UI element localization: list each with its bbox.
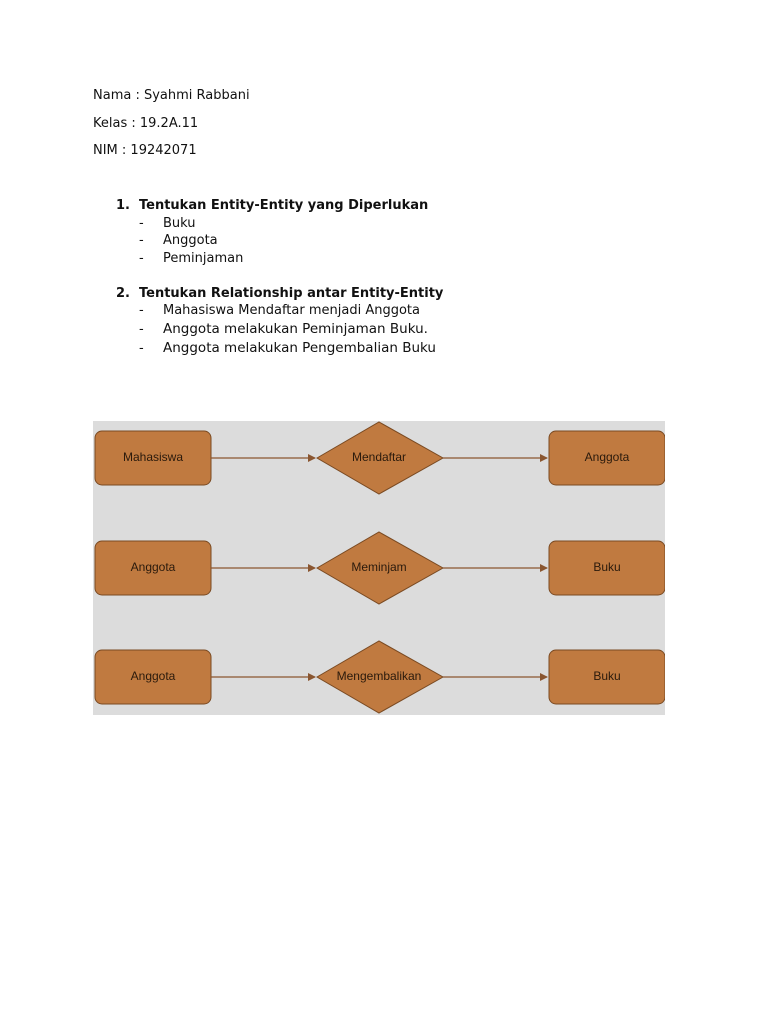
question-1-item: Anggota <box>163 233 218 248</box>
question-1-title: Tentukan Entity-Entity yang Diperlukan <box>139 198 429 213</box>
question-2-item: Mahasiswa Mendaftar menjadi Anggota <box>163 303 420 318</box>
question-2-bullet: - <box>139 303 144 318</box>
question-2-item: Anggota melakukan Pengembalian Buku <box>163 340 436 356</box>
relationship-label: Mendaftar <box>351 450 407 465</box>
er-row <box>95 422 665 494</box>
question-2-item: Anggota melakukan Peminjaman Buku. <box>163 321 428 337</box>
entity-label: Anggota <box>130 560 176 575</box>
question-2-number: 2. <box>116 286 130 301</box>
relationship-label: Mengembalikan <box>336 669 422 684</box>
question-2-bullet: - <box>139 322 144 337</box>
question-1-bullet: - <box>139 251 144 266</box>
question-1-number: 1. <box>116 198 130 213</box>
question-1-bullet: - <box>139 233 144 248</box>
entity-label: Mahasiswa <box>122 450 184 465</box>
question-1-bullet: - <box>139 216 144 231</box>
question-2-bullet: - <box>139 341 144 356</box>
er-diagram <box>93 421 665 715</box>
student-nim: NIM : 19242071 <box>93 143 197 158</box>
er-diagram-canvas <box>93 421 665 715</box>
student-class: Kelas : 19.2A.11 <box>93 116 199 131</box>
er-row <box>95 532 665 604</box>
relationship-label: Meminjam <box>351 560 407 575</box>
student-name: Nama : Syahmi Rabbani <box>93 88 250 103</box>
question-1-item: Peminjaman <box>163 251 244 266</box>
er-row <box>95 641 665 713</box>
question-2-title: Tentukan Relationship antar Entity-Entity <box>139 286 444 301</box>
entity-label: Anggota <box>584 450 630 465</box>
question-1-item: Buku <box>163 216 196 231</box>
entity-label: Buku <box>593 560 621 575</box>
entity-label: Buku <box>593 669 621 684</box>
entity-label: Anggota <box>130 669 176 684</box>
